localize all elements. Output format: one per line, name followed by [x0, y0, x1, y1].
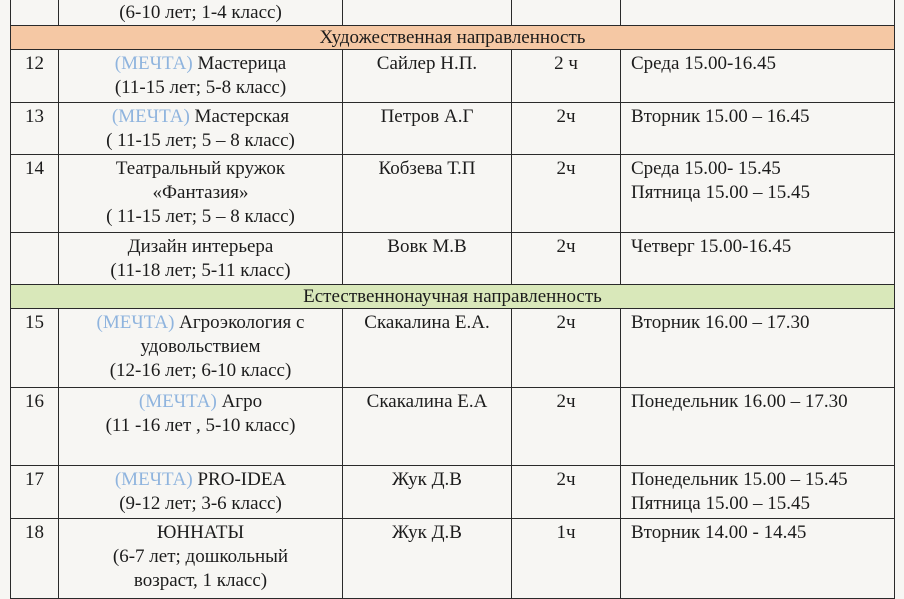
program-age: (12-16 лет; 6-10 класс) — [109, 360, 292, 381]
program-name: Дизайн интерьера — [127, 236, 274, 257]
row-number: 15 — [11, 309, 59, 388]
table-row — [11, 388, 895, 466]
table-row — [11, 0, 895, 26]
teacher-name: Кобзева Т.П — [343, 155, 512, 233]
program-name: Агроэкология с — [179, 312, 305, 333]
program-age: (11-15 лет; 5-8 класс) — [114, 77, 287, 98]
mechta-tag: (МЕЧТА) — [114, 469, 193, 490]
row-number: 16 — [11, 388, 59, 466]
schedule-cell — [621, 233, 895, 285]
mechta-tag: (МЕЧТА) — [111, 106, 190, 127]
program-name: Мастерица — [197, 53, 287, 74]
teacher-name: Жук Д.В — [343, 519, 512, 599]
schedule-table — [10, 0, 895, 599]
schedule-cell — [621, 519, 895, 599]
schedule-cell — [621, 50, 895, 103]
program-name-cell — [59, 309, 343, 388]
table-row — [11, 519, 895, 599]
hours-value: 2ч — [512, 155, 621, 233]
program-name-cell — [59, 0, 343, 26]
hours-value: 2ч — [512, 466, 621, 519]
section-title: Художественная направленность — [11, 26, 895, 50]
schedule-cell — [621, 155, 895, 233]
program-age: (11-18 лет; 5-11 класс) — [110, 260, 291, 281]
program-age: (11 -16 лет , 5-10 класс) — [105, 415, 296, 436]
program-name-line: (6-10 лет; 1-4 класс) — [119, 2, 282, 23]
program-name: PRO-IDEA — [197, 469, 287, 490]
program-age-cont: возраст, 1 класс) — [133, 570, 268, 591]
program-age: (9-12 лет; 3-6 класс) — [119, 493, 282, 514]
mechta-tag: (МЕЧТА) — [114, 53, 193, 74]
program-name-cell — [59, 388, 343, 466]
teacher-name: Скакалина Е.А. — [343, 309, 512, 388]
program-subtitle: «Фантазия» — [152, 182, 249, 203]
table-row — [11, 103, 895, 155]
row-number: 12 — [11, 50, 59, 103]
row-number: 17 — [11, 466, 59, 519]
schedule-cell — [621, 309, 895, 388]
row-number — [11, 233, 59, 285]
schedule-cell — [621, 388, 895, 466]
table-row — [11, 309, 895, 388]
schedule-cell — [621, 103, 895, 155]
schedule-line: Четверг 15.00-16.45 — [631, 236, 792, 257]
program-name-cell — [59, 103, 343, 155]
table-row — [11, 50, 895, 103]
program-name-cell — [59, 50, 343, 103]
teacher-name: Сайлер Н.П. — [343, 50, 512, 103]
table-row — [11, 466, 895, 519]
hours-value: 2ч — [512, 233, 621, 285]
hours-cell — [512, 0, 621, 26]
schedule-line: Вторник 15.00 – 16.45 — [631, 106, 810, 127]
hours-value: 1ч — [512, 519, 621, 599]
program-age: ( 11-15 лет; 5 – 8 класс) — [106, 130, 295, 151]
table-row — [11, 155, 895, 233]
section-title: Естественнонаучная направленность — [11, 285, 895, 309]
teacher-name: Скакалина Е.А — [343, 388, 512, 466]
schedule-line: Вторник 14.00 - 14.45 — [631, 522, 807, 543]
program-name-cell — [59, 155, 343, 233]
program-name-cell — [59, 466, 343, 519]
program-name: Агро — [221, 391, 263, 412]
row-number: 13 — [11, 103, 59, 155]
program-name: Театральный кружок — [115, 158, 286, 179]
program-name: ЮННАТЫ — [156, 522, 245, 543]
teacher-name: Жук Д.В — [343, 466, 512, 519]
schedule-cell — [621, 466, 895, 519]
hours-value: 2 ч — [512, 50, 621, 103]
teacher-cell — [343, 0, 512, 26]
teacher-name: Вовк М.В — [343, 233, 512, 285]
hours-value: 2ч — [512, 388, 621, 466]
hours-value: 2ч — [512, 309, 621, 388]
program-name-cell — [59, 233, 343, 285]
schedule-line: Вторник 16.00 – 17.30 — [631, 312, 810, 333]
section-header-art — [11, 26, 895, 50]
schedule-line: Пятница 15.00 – 15.45 — [631, 182, 810, 203]
row-number: 14 — [11, 155, 59, 233]
teacher-name: Петров А.Г — [343, 103, 512, 155]
program-age: ( 11-15 лет; 5 – 8 класс) — [106, 206, 295, 227]
schedule-line: Понедельник 15.00 – 15.45 — [631, 469, 848, 490]
schedule-line: Понедельник 16.00 – 17.30 — [631, 391, 848, 412]
mechta-tag: (МЕЧТА) — [138, 391, 217, 412]
program-name: Мастерская — [194, 106, 290, 127]
program-name-cont: удовольствием — [140, 336, 261, 357]
section-header-natural-science — [11, 285, 895, 309]
schedule-cell — [621, 0, 895, 26]
row-number: 18 — [11, 519, 59, 599]
row-number-cell — [11, 0, 59, 26]
schedule-line: Пятница 15.00 – 15.45 — [631, 493, 810, 514]
schedule-line: Среда 15.00-16.45 — [631, 53, 777, 74]
table-row — [11, 233, 895, 285]
mechta-tag: (МЕЧТА) — [96, 312, 175, 333]
program-name-cell — [59, 519, 343, 599]
program-age: (6-7 лет; дошкольный — [112, 546, 289, 567]
schedule-line: Среда 15.00- 15.45 — [631, 158, 781, 179]
hours-value: 2ч — [512, 103, 621, 155]
